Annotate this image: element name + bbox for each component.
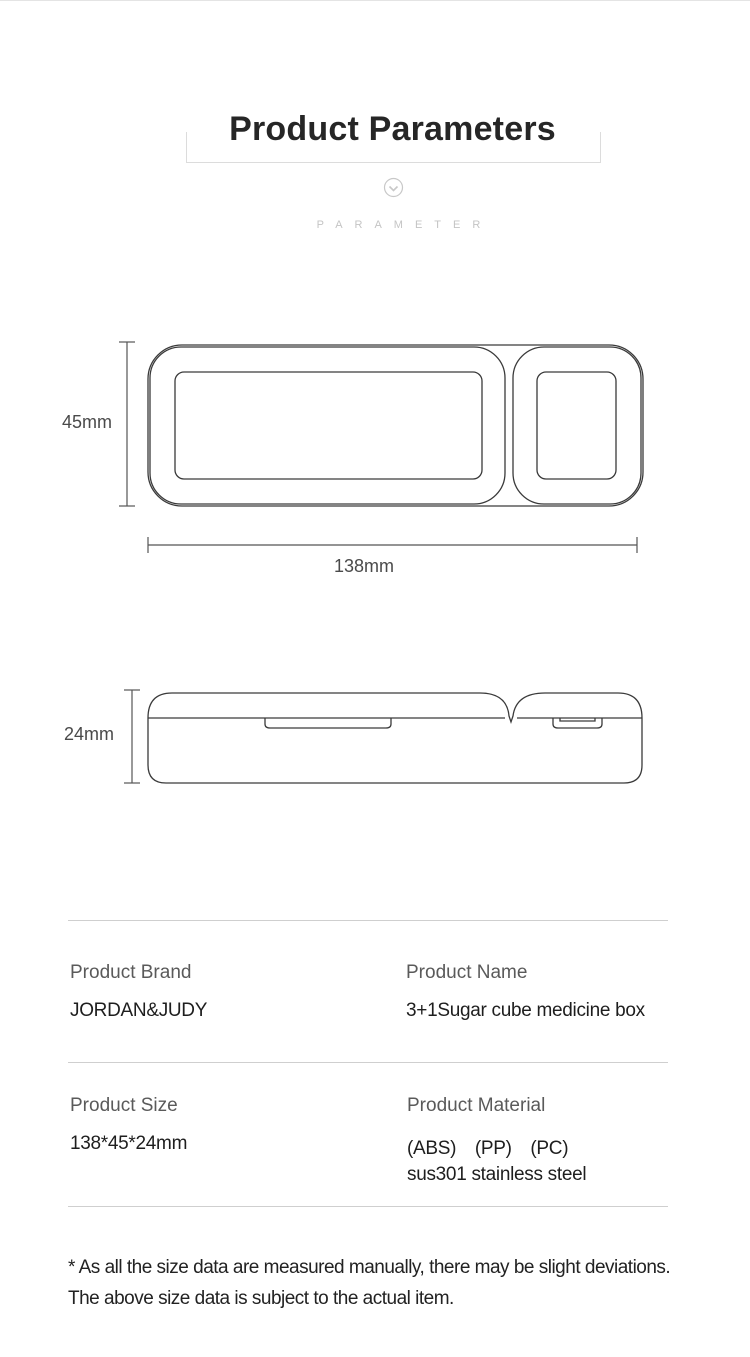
top-view-outline [148, 345, 643, 506]
side-view-outline [148, 693, 642, 783]
spec-label-brand: Product Brand [70, 962, 192, 983]
spec-label-name: Product Name [406, 962, 528, 983]
spec-value-brand: JORDAN&JUDY [70, 1000, 208, 1021]
spec-value-size: 138*45*24mm [70, 1133, 188, 1154]
height-label: 45mm [62, 412, 113, 432]
page-title: Product Parameters [229, 110, 556, 148]
spec-value-material-line2: sus301 stainless steel [407, 1164, 587, 1185]
table-rule [68, 920, 668, 921]
length-label: 138mm [333, 556, 395, 576]
spec-value-name: 3+1Sugar cube medicine box [406, 1000, 645, 1021]
thickness-dimension-line [124, 690, 140, 783]
disclaimer-line-1: * As all the size data are measured manually, there may be slight deviations. [68, 1257, 671, 1278]
spec-label-material: Product Material [407, 1095, 546, 1116]
table-rule [68, 1062, 668, 1063]
disclaimer-line-2: The above size data is subject to the actual item. [68, 1288, 454, 1309]
thickness-label: 24mm [64, 724, 115, 744]
section-subtitle: PARAMETER [316, 219, 493, 231]
height-dimension-line [119, 342, 135, 506]
spec-label-size: Product Size [70, 1095, 178, 1116]
length-dimension-line [148, 537, 637, 553]
table-rule [68, 1206, 668, 1207]
spec-value-material-line1: (ABS) (PP) (PC) [407, 1138, 569, 1159]
